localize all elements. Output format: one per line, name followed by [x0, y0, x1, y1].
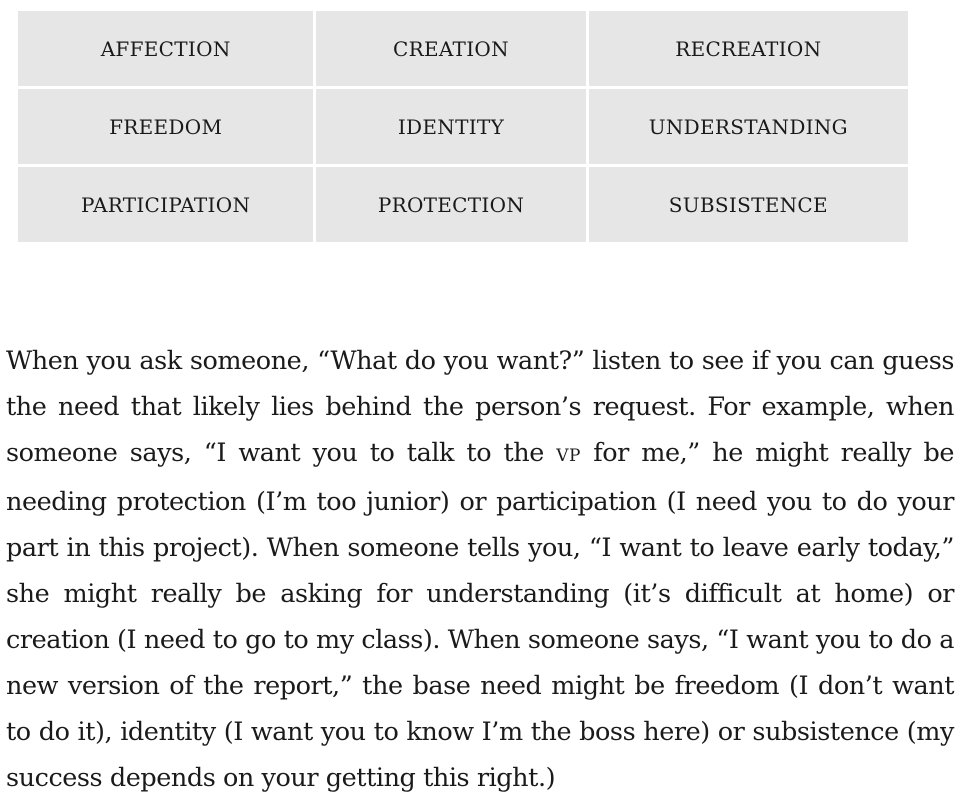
needs-table-row [18, 167, 908, 242]
need-cell: RECREATION [589, 11, 908, 86]
body-paragraph [6, 338, 954, 801]
needs-table [15, 8, 911, 245]
needs-table-row [18, 89, 908, 164]
need-cell: AFFECTION [18, 11, 313, 86]
paragraph-text-part2: for me,” he might really be needing protection (I’m too junior) or participation (I need you to do your part in this project). When someone tells you, “I want to leave early today,” she might really be asking for understanding (it’s difficult at home) or creation (I need to go to my class). When someone says, “I want you to do a new version of the report,” the base need might be freedom (I don’t want to do it), identity (I want you to know I’m the boss here) or subsistence (my success depends on your getting this right.) [6, 438, 954, 793]
need-cell: CREATION [316, 11, 585, 86]
needs-table-row [18, 11, 908, 86]
abbreviation-vp: VP [556, 446, 581, 466]
need-cell: UNDERSTANDING [589, 89, 908, 164]
need-cell: SUBSISTENCE [589, 167, 908, 242]
need-cell: PARTICIPATION [18, 167, 313, 242]
paragraph-text-part1: When you ask someone, “What do you want?” listen to see if you can guess the need that likely lies behind the person’s request. For example, when someone says, “I want you to talk to the [6, 346, 954, 468]
need-cell: FREEDOM [18, 89, 313, 164]
need-cell: IDENTITY [316, 89, 585, 164]
need-cell: PROTECTION [316, 167, 585, 242]
